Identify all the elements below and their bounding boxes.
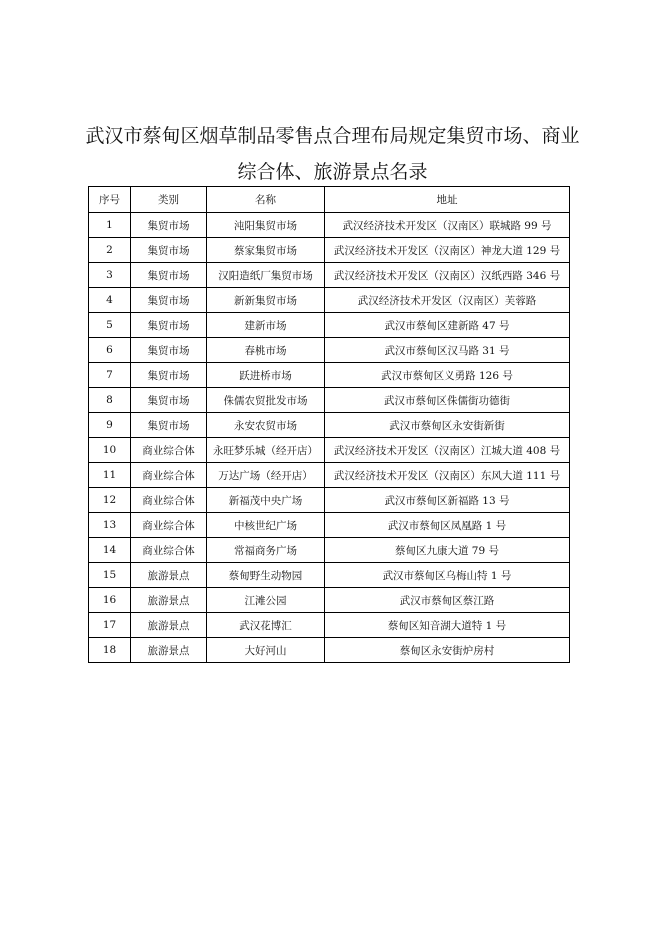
cell-serial-number: 18	[89, 638, 131, 663]
cell-name: 永安农贸市场	[207, 413, 325, 438]
cell-name: 新福茂中央广场	[207, 488, 325, 513]
header-serial-number: 序号	[89, 187, 131, 213]
document-title: 武汉市蔡甸区烟草制品零售点合理布局规定集贸市场、商业综合体、旅游景点名录	[85, 125, 580, 183]
cell-serial-number: 14	[89, 538, 131, 563]
cell-category: 旅游景点	[131, 563, 207, 588]
cell-address: 武汉市蔡甸区凤凰路 1 号	[325, 513, 570, 538]
cell-address: 武汉经济技术开发区（汉南区）联城路 99 号	[325, 213, 570, 238]
cell-address: 武汉市蔡甸区新福路 13 号	[325, 488, 570, 513]
table-body	[89, 213, 570, 663]
cell-category: 集贸市场	[131, 388, 207, 413]
cell-category: 旅游景点	[131, 638, 207, 663]
table-row	[89, 613, 570, 638]
cell-category: 旅游景点	[131, 588, 207, 613]
table-row	[89, 288, 570, 313]
cell-serial-number: 6	[89, 338, 131, 363]
cell-name: 蔡甸野生动物园	[207, 563, 325, 588]
cell-category: 集贸市场	[131, 238, 207, 263]
table-row	[89, 363, 570, 388]
cell-serial-number: 10	[89, 438, 131, 463]
cell-serial-number: 3	[89, 263, 131, 288]
cell-address: 武汉经济技术开发区（汉南区）芙蓉路	[325, 288, 570, 313]
table-row	[89, 388, 570, 413]
cell-name: 新新集贸市场	[207, 288, 325, 313]
table-row	[89, 238, 570, 263]
cell-category: 集贸市场	[131, 313, 207, 338]
cell-name: 中核世纪广场	[207, 513, 325, 538]
cell-serial-number: 16	[89, 588, 131, 613]
cell-serial-number: 12	[89, 488, 131, 513]
cell-address: 武汉市蔡甸区乌梅山特 1 号	[325, 563, 570, 588]
table-row	[89, 263, 570, 288]
cell-category: 集贸市场	[131, 263, 207, 288]
table-row	[89, 338, 570, 363]
cell-address: 武汉市蔡甸区永安街新街	[325, 413, 570, 438]
cell-category: 集贸市场	[131, 338, 207, 363]
cell-address: 武汉市蔡甸区侏儒街功德街	[325, 388, 570, 413]
cell-name: 建新市场	[207, 313, 325, 338]
cell-category: 集贸市场	[131, 288, 207, 313]
cell-serial-number: 1	[89, 213, 131, 238]
cell-category: 集贸市场	[131, 213, 207, 238]
cell-address: 蔡甸区九康大道 79 号	[325, 538, 570, 563]
cell-serial-number: 11	[89, 463, 131, 488]
table-header-row	[89, 187, 570, 213]
cell-name: 沌阳集贸市场	[207, 213, 325, 238]
cell-category: 商业综合体	[131, 538, 207, 563]
cell-name: 春桃市场	[207, 338, 325, 363]
cell-name: 侏儒农贸批发市场	[207, 388, 325, 413]
cell-category: 商业综合体	[131, 463, 207, 488]
cell-category: 商业综合体	[131, 438, 207, 463]
cell-name: 江滩公园	[207, 588, 325, 613]
cell-serial-number: 7	[89, 363, 131, 388]
cell-serial-number: 8	[89, 388, 131, 413]
cell-name: 蔡家集贸市场	[207, 238, 325, 263]
venue-directory-table	[88, 186, 570, 663]
cell-serial-number: 15	[89, 563, 131, 588]
cell-category: 商业综合体	[131, 513, 207, 538]
cell-address: 武汉经济技术开发区（汉南区）江城大道 408 号	[325, 438, 570, 463]
table-row	[89, 513, 570, 538]
cell-serial-number: 2	[89, 238, 131, 263]
cell-address: 武汉经济技术开发区（汉南区）东风大道 111 号	[325, 463, 570, 488]
cell-category: 集贸市场	[131, 363, 207, 388]
table-row	[89, 213, 570, 238]
cell-category: 商业综合体	[131, 488, 207, 513]
cell-serial-number: 5	[89, 313, 131, 338]
cell-address: 武汉市蔡甸区蔡江路	[325, 588, 570, 613]
cell-address: 武汉市蔡甸区义勇路 126 号	[325, 363, 570, 388]
cell-address: 蔡甸区知音湖大道特 1 号	[325, 613, 570, 638]
header-address: 地址	[325, 187, 570, 213]
table-row	[89, 413, 570, 438]
cell-name: 武汉花博汇	[207, 613, 325, 638]
table-row	[89, 488, 570, 513]
cell-category: 旅游景点	[131, 613, 207, 638]
table-row	[89, 463, 570, 488]
header-category: 类别	[131, 187, 207, 213]
cell-name: 万达广场（经开店）	[207, 463, 325, 488]
table-row	[89, 638, 570, 663]
cell-serial-number: 4	[89, 288, 131, 313]
cell-address: 武汉经济技术开发区（汉南区）神龙大道 129 号	[325, 238, 570, 263]
cell-name: 永旺梦乐城（经开店）	[207, 438, 325, 463]
cell-category: 集贸市场	[131, 413, 207, 438]
table-row	[89, 438, 570, 463]
table-row	[89, 588, 570, 613]
table-row	[89, 538, 570, 563]
cell-address: 武汉市蔡甸区建新路 47 号	[325, 313, 570, 338]
cell-address: 武汉市蔡甸区汉马路 31 号	[325, 338, 570, 363]
cell-name: 汉阳造纸厂集贸市场	[207, 263, 325, 288]
table-row	[89, 313, 570, 338]
cell-address: 武汉经济技术开发区（汉南区）汉纸西路 346 号	[325, 263, 570, 288]
cell-name: 常福商务广场	[207, 538, 325, 563]
cell-serial-number: 9	[89, 413, 131, 438]
cell-serial-number: 17	[89, 613, 131, 638]
cell-name: 大好河山	[207, 638, 325, 663]
table-row	[89, 563, 570, 588]
cell-name: 跃进桥市场	[207, 363, 325, 388]
cell-address: 蔡甸区永安街炉房村	[325, 638, 570, 663]
cell-serial-number: 13	[89, 513, 131, 538]
header-name: 名称	[207, 187, 325, 213]
